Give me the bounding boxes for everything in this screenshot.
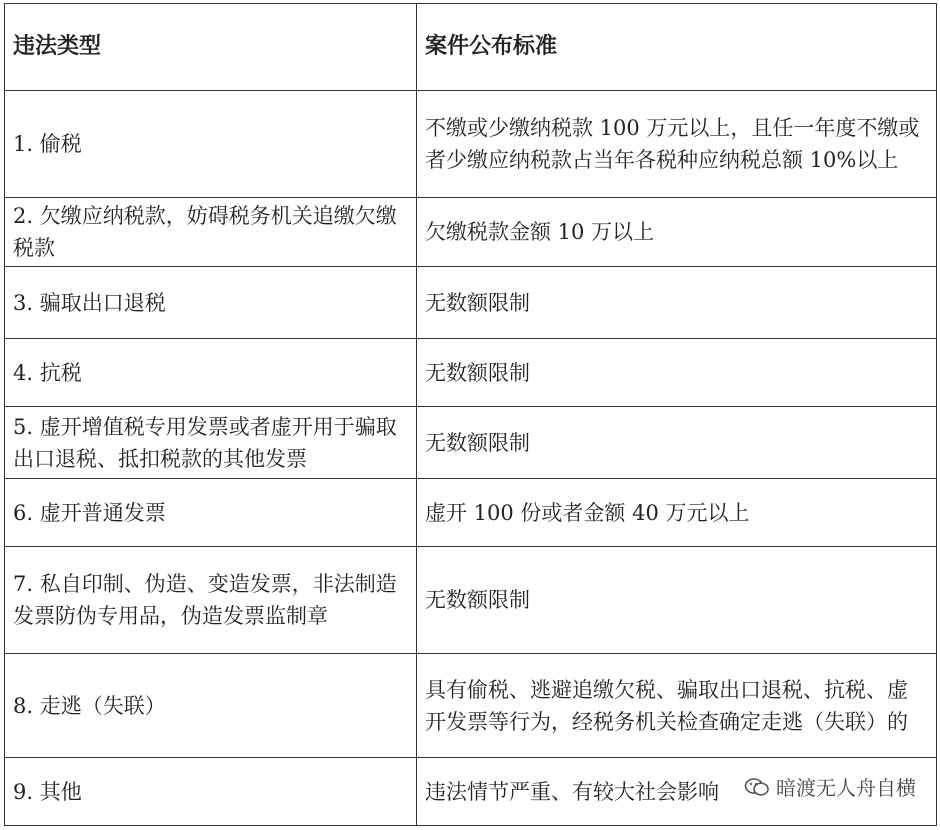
publish-standard-cell: 虚开 100 份或者金额 40 万元以上	[417, 479, 937, 547]
publish-standard-cell: 违法情节严重、有较大社会影响	[417, 758, 937, 826]
violation-type-cell: 7. 私自印制、伪造、变造发票，非法制造发票防伪专用品，伪造发票监制章	[5, 547, 417, 654]
table-row	[5, 654, 937, 758]
publish-standard-cell: 无数额限制	[417, 339, 937, 407]
wechat-icon	[744, 777, 770, 797]
table-header-row	[5, 4, 937, 91]
table-row	[5, 547, 937, 654]
table-row	[5, 91, 937, 198]
table-row	[5, 407, 937, 479]
table-row	[5, 479, 937, 547]
publish-standard-cell: 无数额限制	[417, 547, 937, 654]
watermark	[742, 772, 918, 801]
watermark-text: 暗渡无人舟自横	[776, 776, 916, 800]
violation-type-cell: 4. 抗税	[5, 339, 417, 407]
publish-standard-cell: 无数额限制	[417, 267, 937, 339]
violation-type-cell: 3. 骗取出口退税	[5, 267, 417, 339]
violation-table	[4, 3, 937, 826]
header-violation-type: 违法类型	[5, 4, 417, 91]
violation-type-cell: 5. 虚开增值税专用发票或者虚开用于骗取出口退税、抵扣税款的其他发票	[5, 407, 417, 479]
table-row	[5, 198, 937, 267]
violation-type-cell: 9. 其他	[5, 758, 417, 826]
publish-standard-cell: 具有偷税、逃避追缴欠税、骗取出口退税、抗税、虚开发票等行为，经税务机关检查确定走逃（失联）的	[417, 654, 937, 758]
publish-standard-cell: 不缴或少缴纳税款 100 万元以上，且任一年度不缴或者少缴应纳税款占当年各税种应纳税总额 10%以上	[417, 91, 937, 198]
publish-standard-cell: 无数额限制	[417, 407, 937, 479]
violation-type-cell: 8. 走逃（失联）	[5, 654, 417, 758]
violation-type-cell: 2. 欠缴应纳税款，妨碍税务机关追缴欠缴税款	[5, 198, 417, 267]
violation-type-cell: 1. 偷税	[5, 91, 417, 198]
table-row	[5, 339, 937, 407]
publish-standard-cell: 欠缴税款金额 10 万以上	[417, 198, 937, 267]
header-publish-standard: 案件公布标准	[417, 4, 937, 91]
violation-type-cell: 6. 虚开普通发票	[5, 479, 417, 547]
table-row	[5, 267, 937, 339]
